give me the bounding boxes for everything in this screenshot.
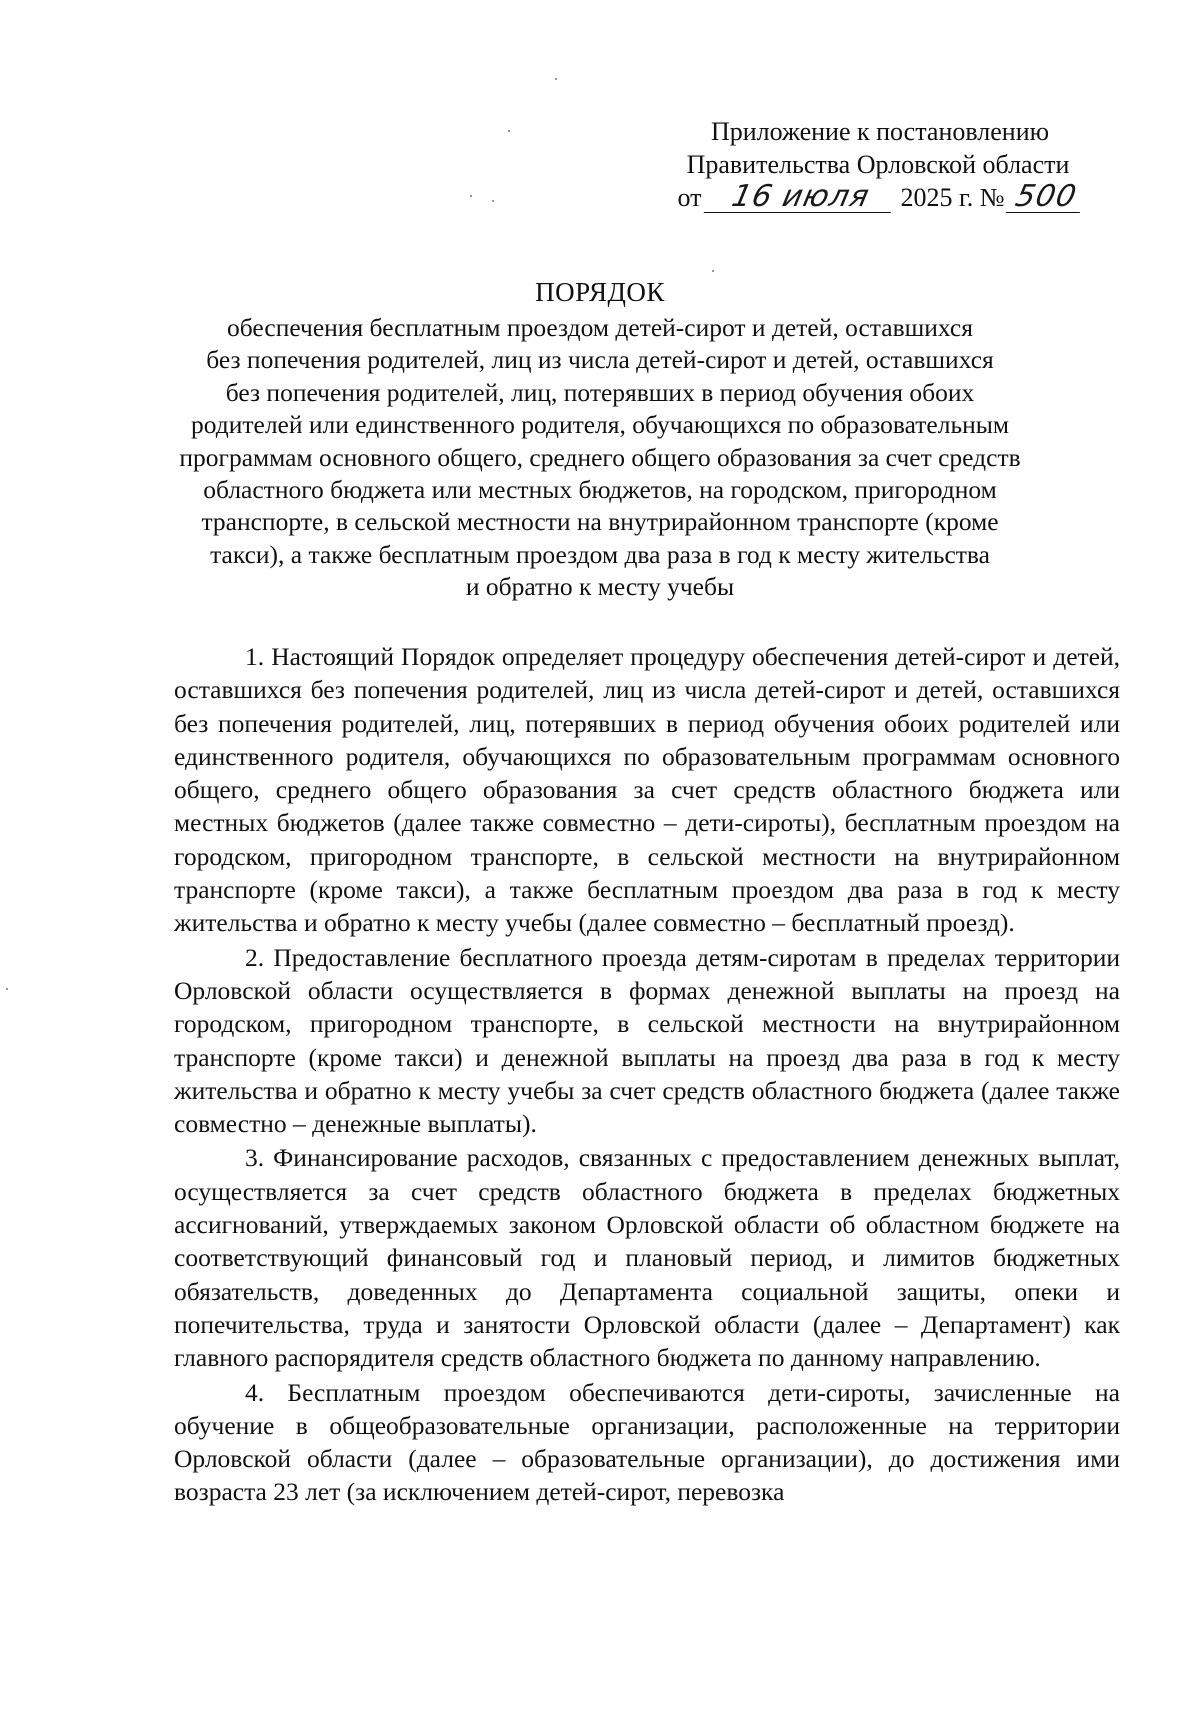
subtitle-line: программам основного общего, среднего общего образования за счет средств <box>179 442 1021 472</box>
subtitle-line: обеспечения бесплатным проездом детей-сирот и детей, оставшихся <box>227 313 973 342</box>
subtitle-line: и обратно к месту учебы <box>465 572 735 602</box>
paragraph-3: 3. Финансирование расходов, связанных с предоставлением денежных выплат, осуществляется за счет средств областного бюджета в пределах бюджетных ассигнований, утверждаемых законом Орловской области об областном бюджете на соответствующий финансовый год и плановый период, и лимитов бюджетных обязательств, доведенных до Департамента социальной защиты, опеки и попечительства, труда и занятости Орловской области (далее – Департамент) как главного распорядителя средств областного бюджета по данному направлению. <box>174 1143 1120 1373</box>
paragraph-1: 1. Настоящий Порядок определяет процедуру обеспечения детей-сирот и детей, оставшихся без попечения родителей, лиц из числа детей-сирот и детей, оставшихся без попечения родителей, лиц, потерявших в период обучения обоих родителей или единственного родителя, обучающихся по образовательным программам основного общего, среднего общего образования за счет средств областного бюджета или местных бюджетов (далее также совместно – дети-сироты), бесплатным проездом на городском, пригородном транспорте, в сельской местности на внутрирайонном транспорте (кроме такси), а также бесплатным проездом два раза в год к месту жительства и обратно к месту учебы (далее совместно – бесплатный проезд). <box>174 642 1120 938</box>
subtitle-line: областного бюджета или местных бюджетов, на городском, пригородном <box>203 475 997 505</box>
paragraph-2: 2. Предоставление бесплатного проезда детям-сиротам в пределах территории Орловской области осуществляется в формах денежной выплаты на проезд на городском, пригородном транспорте, в сельской местности на внутрирайонном транспорте (кроме такси) и денежной выплаты на проезд два раза в год к месту жительства и обратно к месту учебы за счет средств областного бюджета (далее также совместно – денежные выплаты). <box>174 942 1120 1139</box>
subtitle-line: такси), а также бесплатным проездом два раза в год к месту жительства <box>210 539 990 569</box>
subtitle-line: родителей или единственного родителя, обучающихся по образовательным <box>190 410 1010 440</box>
document-title: ПОРЯДОК <box>535 277 665 307</box>
scan-speck <box>492 200 494 202</box>
handwritten-number: 500 <box>1005 182 1086 213</box>
subtitle-line: транспорте, в сельской местности на внутрирайонном транспорте (кроме <box>201 507 999 537</box>
paragraph-4: 4. Бесплатным проездом обеспечиваются дети-сироты, зачисленные на обучение в общеобразовательные организации, расположенные на территории Орловской области (далее – образовательные организации), до достижения ими возраста 23 лет (за исключением детей-сирот, перевозка <box>174 1377 1120 1507</box>
document-body <box>174 640 1120 1509</box>
scan-speck <box>508 130 510 132</box>
subtitle-line: без попечения родителей, лиц, потерявших в период обучения обоих <box>225 377 975 407</box>
appendix-line-1: Приложение к постановлению <box>710 117 1050 146</box>
scan-speck <box>6 988 8 990</box>
date-prefix: от <box>677 183 702 212</box>
appendix-header <box>640 115 1120 214</box>
scan-speck <box>555 78 557 80</box>
scan-speck <box>712 270 714 272</box>
handwritten-date: 16 июля <box>704 182 898 213</box>
document-subtitle <box>150 312 1050 604</box>
subtitle-line: без попечения родителей, лиц из числа детей-сирот и детей, оставшихся <box>206 345 994 375</box>
scan-speck <box>470 195 472 197</box>
appendix-line-2: Правительства Орловской области <box>686 150 1070 179</box>
date-suffix: 2025 г. № <box>900 183 1005 212</box>
appendix-date-line <box>640 181 1120 214</box>
